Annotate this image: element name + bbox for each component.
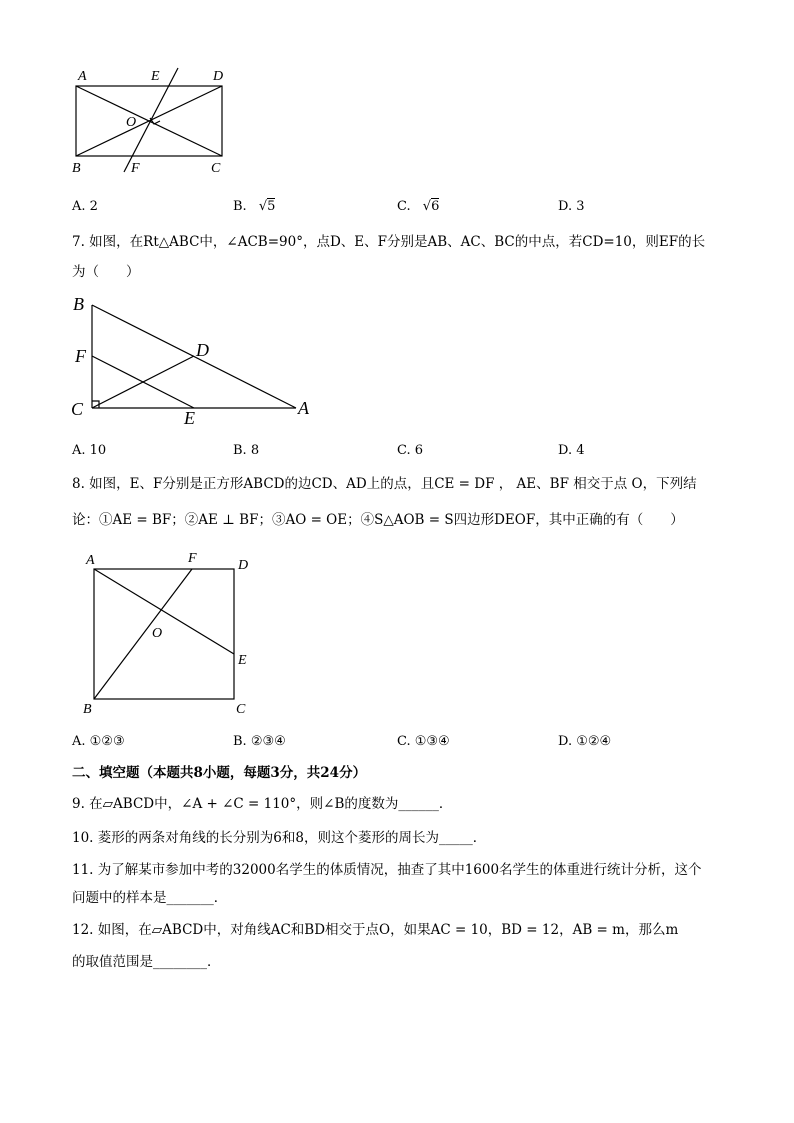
q7-option-d: D. 4 — [558, 443, 585, 458]
q7-text-line2: 为（ ） — [72, 264, 140, 280]
fig3-label-c: C — [236, 702, 246, 717]
fig2-label-d: D — [196, 340, 209, 360]
fig1-label-d: D — [213, 69, 224, 84]
fig1-label-a: A — [78, 69, 87, 84]
fig2-label-b: B — [73, 294, 84, 314]
q8-option-a: A. ①②③ — [72, 734, 125, 749]
fig1-label-c: C — [211, 161, 221, 176]
q7-option-a: A. 10 — [72, 443, 107, 458]
q7-option-c: C. 6 — [397, 443, 424, 458]
q11-text-line2: 问题中的样本是_______． — [72, 890, 228, 906]
sqrt-symbol: √6 — [422, 199, 440, 214]
q10-text: 10. 菱形的两条对角线的长分别为6和8，则这个菱形的周长为_____． — [72, 830, 487, 846]
fig3-label-a: A — [86, 553, 95, 568]
fig1-label-e: E — [151, 69, 160, 84]
q7-text-line1: 7. 如图，在Rt△ABC中，∠ACB=90°，点D、E、F分别是AB、AC、BC的中点，若CD=10，则EF的长 — [72, 234, 706, 250]
q12-text-line2: 的取值范围是________． — [72, 954, 221, 970]
q8-option-c: C. ①③④ — [397, 734, 450, 749]
q8-text-line2: 论：①AE = BF；②AE ⊥ BF；③AO = OE；④S△AOB = S四边形DEOF，其中正确的有（ ） — [72, 512, 684, 528]
q6-option-a: A. 2 — [72, 199, 98, 214]
fig1-label-f: F — [131, 161, 140, 176]
fig2-label-e: E — [184, 408, 195, 428]
fig2-label-a: A — [298, 398, 309, 418]
fig3-label-f: F — [188, 551, 197, 566]
q6-option-d: D. 3 — [558, 199, 585, 214]
fig2-label-c: C — [71, 399, 84, 419]
fig3-label-e: E — [238, 653, 247, 668]
fig3-label-b: B — [83, 702, 92, 717]
q6-option-c-letter: C. — [397, 199, 411, 214]
sqrt-symbol: √5 — [258, 199, 276, 214]
q8-option-b: B. ②③④ — [233, 734, 286, 749]
fig2-label-f: F — [75, 346, 86, 366]
q9-text: 9. 在▱ABCD中，∠A + ∠C = 110°，则∠B的度数为______． — [72, 796, 453, 812]
q6-option-b-letter: B. — [233, 199, 247, 214]
q6-option-b-radicand: 5 — [267, 199, 276, 214]
fig1-label-o: O — [126, 115, 137, 130]
q8-option-d: D. ①②④ — [558, 734, 612, 749]
q7-option-b: B. 8 — [233, 443, 260, 458]
section2-title: 二、填空题（本题共8小题，每题3分，共24分） — [72, 765, 367, 781]
q11-text-line1: 11. 为了解某市参加中考的32000名学生的体质情况，抽查了其中1600名学生的体重进行统计分析，这个 — [72, 862, 702, 878]
fig3-label-d: D — [238, 558, 249, 573]
q12-text-line1: 12. 如图，在▱ABCD中，对角线AC和BD相交于点O，如果AC = 10，BD = 12，AB = m，那么m — [72, 922, 679, 938]
q8-text-line1: 8. 如图，E、F分别是正方形ABCD的边CD、AD上的点，且CE = DF ， AE、BF 相交于点 O，下列结 — [72, 476, 697, 492]
fig1-label-b: B — [72, 161, 81, 176]
q6-option-c-radicand: 6 — [431, 199, 440, 214]
fig3-label-o: O — [152, 626, 163, 641]
